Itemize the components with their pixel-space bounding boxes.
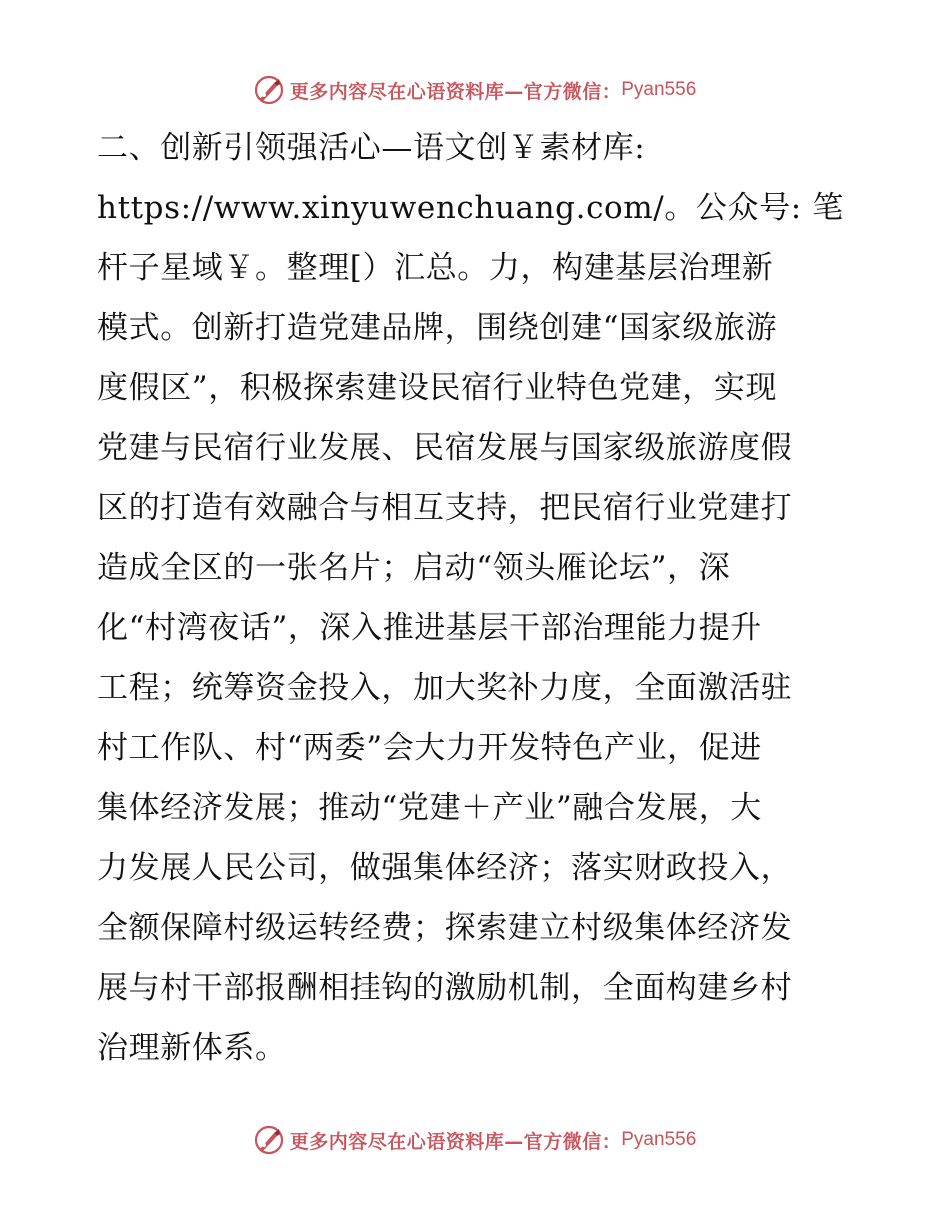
text-line: 村工作队、村“两委”会大力开发特色产业，促进 xyxy=(97,730,762,766)
quill-pen-logo-icon xyxy=(254,75,284,105)
text-line: 展与村干部报酬相挂钩的激励机制，全面构建乡村 xyxy=(97,970,793,1006)
text-line: 全额保障村级运转经费；探索建立村级集体经济发 xyxy=(97,910,793,946)
document-body xyxy=(97,118,857,1078)
header-banner xyxy=(0,70,950,110)
text-line: 集体经济发展；推动“党建＋产业”融合发展，大 xyxy=(97,790,762,826)
text-line: 模式。创新打造党建品牌，围绕创建“国家级旅游 xyxy=(97,310,778,346)
footer-banner xyxy=(0,1120,950,1160)
text-line: 区的打造有效融合与相互支持，把民宿行业党建打 xyxy=(97,490,793,526)
text-line: 度假区”，积极探索建设民宿行业特色党建，实现 xyxy=(97,370,778,406)
text-line: 治理新体系。 xyxy=(97,1030,287,1066)
text-line: 力发展人民公司，做强集体经济；落实财政投入， xyxy=(97,850,793,886)
wechat-id: Pyan556 xyxy=(621,79,697,100)
text-line: 二、创新引领强活心—语文创￥素材库: xyxy=(97,130,646,166)
text-line: 化“村湾夜话”，深入推进基层干部治理能力提升 xyxy=(97,610,762,646)
text-line: 杆子星域￥。整理[）汇总。力，构建基层治理新 xyxy=(97,250,774,286)
banner-text: 更多内容尽在心语资料库—官方微信： xyxy=(289,80,622,103)
text-line: 工程；统筹资金投入，加大奖补力度，全面激活驻 xyxy=(97,670,793,706)
text-line: 党建与民宿行业发展、民宿发展与国家级旅游度假 xyxy=(97,430,793,466)
text-line: 造成全区的一张名片；启动“领头雁论坛”，深 xyxy=(97,550,731,586)
banner-text: 更多内容尽在心语资料库—官方微信： xyxy=(289,1130,622,1153)
quill-pen-logo-icon xyxy=(254,1125,284,1155)
text-line: https://www.xinyuwenchuang.com/。公众号: 笔 xyxy=(97,190,844,226)
wechat-id: Pyan556 xyxy=(621,1129,697,1150)
